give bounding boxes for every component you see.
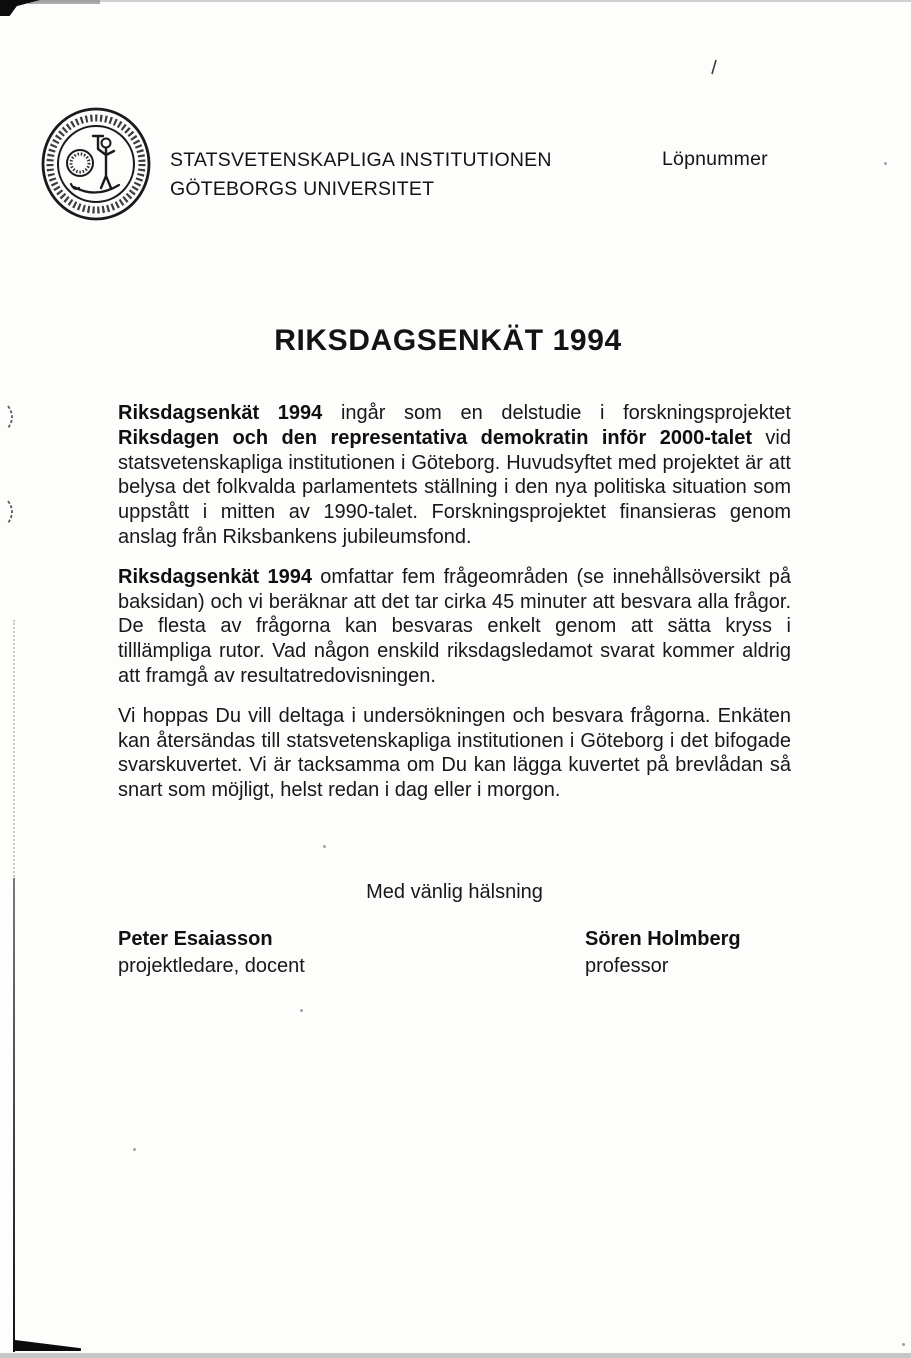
letter-body bbox=[118, 401, 791, 818]
scan-artifact-slash-mark bbox=[709, 58, 719, 76]
body-text-run: vid statsvetenskapliga institutionen i Göteborg. Huvudsyftet med projektet är att belysa det folkvalda parlamentets ställning i den nya politiska situation som uppstått i mitten av 1990-talet. Forskningsprojektet finansieras genom anslag från Riksbankens jubileumsfond. bbox=[118, 426, 791, 548]
scan-artifact-paren-mark-1 bbox=[6, 404, 18, 430]
scan-artifact-left-line-faint bbox=[13, 620, 15, 885]
scan-speck bbox=[323, 845, 326, 848]
body-text-run: Vi hoppas Du vill deltaga i undersökningen och besvara frågorna. Enkäten kan återsändas till statsvetenskapliga institutionen i Göteborg i det bifogade svarskuvertet. Vi är tacksamma om Du kan lägga kuvertet på brevlådan så snart som möjligt, helst redan i dag eller i morgon. bbox=[118, 704, 791, 802]
scan-artifact-corner-bottom-left bbox=[13, 1336, 81, 1351]
university-seal-logo bbox=[40, 106, 153, 222]
signature-right bbox=[585, 927, 791, 979]
closing-salutation: Med vänlig hälsning bbox=[366, 881, 543, 903]
scan-artifact-top-edge bbox=[0, 0, 911, 2]
scan-artifact-bottom-edge bbox=[0, 1353, 911, 1358]
serial-number-label: Löpnummer bbox=[662, 148, 768, 170]
institution-name: STATSVETENSKAPLIGA INSTITUTIONEN bbox=[170, 149, 552, 171]
paragraph-return-request bbox=[118, 704, 791, 803]
document-title: RIKSDAGSENKÄT 1994 bbox=[274, 324, 622, 357]
bold-project-name: Riksdagen och den representativa demokratin inför 2000-talet bbox=[118, 426, 753, 449]
signature-left bbox=[118, 927, 585, 979]
letterhead-institution bbox=[170, 146, 552, 203]
university-seal-icon bbox=[40, 106, 153, 222]
university-name: GÖTEBORGS UNIVERSITET bbox=[170, 177, 435, 200]
signatory-name: Sören Holmberg bbox=[585, 928, 741, 950]
signatory-name: Peter Esaiasson bbox=[118, 928, 273, 950]
scan-speck bbox=[300, 1009, 303, 1012]
body-text-run: ingår som en delstudie i forskningsprojektet bbox=[322, 402, 791, 424]
signature-block bbox=[118, 927, 791, 979]
scan-speck bbox=[133, 1148, 136, 1151]
paragraph-survey-info bbox=[118, 565, 791, 689]
paragraph-project-intro bbox=[118, 401, 791, 550]
scan-speck bbox=[902, 1343, 905, 1346]
scan-artifact-top-edge-dark bbox=[28, 0, 100, 4]
bold-survey-name: Riksdagsenkät 1994 bbox=[118, 402, 323, 424]
scan-speck bbox=[884, 162, 887, 165]
signatory-title: projektledare, docent bbox=[118, 955, 305, 977]
scan-artifact-left-line bbox=[13, 878, 15, 1352]
signatory-title: professor bbox=[585, 955, 669, 977]
scan-artifact-paren-mark-2 bbox=[6, 499, 18, 525]
body-text-run: omfattar fem frågeområden (se innehållsöversikt på baksidan) och vi beräknar att det tar cirka 45 minuter att besvara alla frågor. De flesta av frågorna kan besvaras enkelt genom att sätta kryss i tilllämpliga rutor. Vad någon enskild riksdagsledamot svarat kommer aldrig att framgå av resultatredovisningen. bbox=[118, 565, 791, 687]
bold-survey-name: Riksdagsenkät 1994 bbox=[118, 565, 312, 588]
